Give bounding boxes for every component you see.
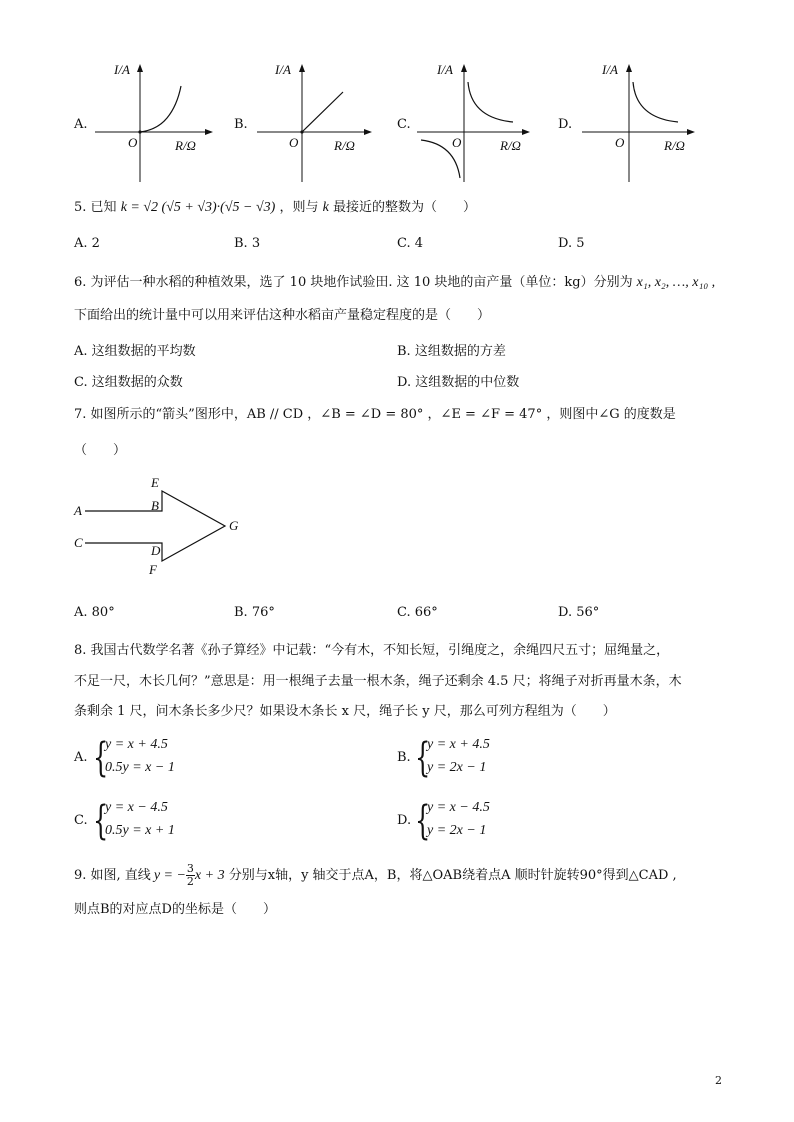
graph-a <box>95 60 215 185</box>
question-8-line-3: 条剩余 1 尺，问木条长多少尺？如果设木条长 x 尺，绳子长 y 尺，那么可列方程组为（ ） <box>74 704 616 719</box>
q5-suffix2: 最接近的整数为（ ） <box>332 200 476 215</box>
label-g: G <box>229 518 239 533</box>
q9-frac-num: 3 <box>186 862 194 875</box>
label-a: A <box>74 503 82 518</box>
q7-option-a: A. 80° <box>74 605 115 620</box>
q8-option-d-eq2: y = 2x − 1 <box>427 823 487 838</box>
q9-fraction <box>186 863 195 888</box>
graph-c-y-label: I/A <box>437 62 453 77</box>
label-d: D <box>151 543 161 558</box>
q8-option-b-eq1: y = x + 4.5 <box>427 737 490 752</box>
graph-b-origin: O <box>289 135 299 150</box>
q6-option-b: B. 这组数据的方差 <box>397 344 506 359</box>
graph-d-x-label: R/Ω <box>664 138 685 153</box>
graph-b-y-label: I/A <box>275 62 291 77</box>
q5-option-d: D. 5 <box>558 236 585 251</box>
q6-line1-text: 6. 为评估一种水稻的种植效果，选了 10 块地作试验田. 这 10 块地的亩产量（单位：kg）分别为 <box>74 275 633 290</box>
q8-option-b-eq2: y = 2x − 1 <box>427 760 487 775</box>
q8-option-c-brace: { <box>93 798 109 844</box>
label-c: C <box>74 535 83 550</box>
q8-option-a-label: A. <box>74 750 88 765</box>
question-6-line-2: 下面给出的统计量中可以用来评估这种水稻亩产量稳定程度的是（ ） <box>74 308 491 323</box>
q8-option-d-label: D. <box>397 813 412 828</box>
q9-mid: 分别与x轴，y 轴交于点A，B，将△OAB绕着点A 顺时针旋转90°得到△CAD , <box>228 868 677 883</box>
graph-d-origin: O <box>615 135 625 150</box>
question-8-line-2: 不足一尺，木长几何？”意思是：用一根绳子去量一根木条，绳子还剩余 4.5 尺；将绳子对折再量木条，木 <box>74 674 682 689</box>
q9-prefix: 9. 如图, 直线 <box>74 868 151 883</box>
graph-c <box>417 60 537 185</box>
question-5 <box>74 198 476 218</box>
graph-a-x-label: R/Ω <box>175 138 196 153</box>
q8-option-c-label: C. <box>74 813 88 828</box>
graph-c-origin: O <box>452 135 462 150</box>
graph-option-c-label: C. <box>397 117 411 132</box>
graph-option-b-label: B. <box>234 117 248 132</box>
q8-option-a-brace: { <box>93 735 109 781</box>
q9-lhs: y = − <box>153 868 186 883</box>
q5-var: k <box>322 200 329 215</box>
q8-option-b-label: B. <box>397 750 411 765</box>
graph-d-y-label: I/A <box>602 62 618 77</box>
graph-option-d-label: D. <box>558 117 573 132</box>
question-9-line-2: 则点B的对应点D的坐标是（ ） <box>74 902 276 917</box>
label-e: E <box>151 475 159 490</box>
q5-option-b: B. 3 <box>234 236 261 251</box>
label-b: B <box>151 498 159 513</box>
q6-vars: x₁, x₂, …, x₁₀ , <box>636 275 716 290</box>
q5-formula: k = √2 (√5 + √3)·(√5 − √3) <box>120 200 276 215</box>
question-7-line-1: 7. 如图所示的“箭头”图形中，AB // CD ，∠B = ∠D = 80° ，∠E = ∠F = 47° ，则图中∠G 的度数是 <box>74 407 676 422</box>
q5-suffix: ，则与 <box>279 200 319 215</box>
graph-option-a-label: A. <box>74 117 88 132</box>
graph-a-origin: O <box>128 135 138 150</box>
q9-rhs: x + 3 <box>194 868 225 883</box>
q5-option-c: C. 4 <box>397 236 424 251</box>
question-9-line-1 <box>74 862 677 890</box>
q7-option-c: C. 66° <box>397 605 438 620</box>
graph-b-x-label: R/Ω <box>334 138 355 153</box>
arrow-figure <box>80 478 250 578</box>
q9-frac-den: 2 <box>186 875 194 888</box>
label-f: F <box>149 562 157 577</box>
q6-option-c: C. 这组数据的众数 <box>74 375 183 390</box>
question-8-line-1: 8. 我国古代数学名著《孙子算经》中记载：“今有木，不知长短，引绳度之，余绳四尺五寸；屈绳量之， <box>74 643 670 658</box>
q5-prefix: 5. 已知 <box>74 200 117 215</box>
q7-option-b: B. 76° <box>234 605 275 620</box>
q8-option-d-eq1: y = x − 4.5 <box>427 800 490 815</box>
question-7-line-2: （ ） <box>74 443 127 458</box>
graph-c-x-label: R/Ω <box>500 138 521 153</box>
q8-option-a-eq2: 0.5y = x − 1 <box>105 760 175 775</box>
graph-d <box>582 60 702 185</box>
q8-option-c-eq1: y = x − 4.5 <box>105 800 168 815</box>
q5-option-a: A. 2 <box>74 236 100 251</box>
page-number: 2 <box>715 1074 722 1087</box>
q8-option-c-eq2: 0.5y = x + 1 <box>105 823 175 838</box>
q8-option-a-eq1: y = x + 4.5 <box>105 737 168 752</box>
q8-option-d-brace: { <box>415 798 431 844</box>
q6-option-d: D. 这组数据的中位数 <box>397 375 520 390</box>
q8-option-b-brace: { <box>415 735 431 781</box>
q7-option-d: D. 56° <box>558 605 600 620</box>
question-6-line-1 <box>74 273 715 293</box>
graph-b <box>257 60 377 185</box>
graph-a-y-label: I/A <box>114 62 130 77</box>
q6-option-a: A. 这组数据的平均数 <box>74 344 196 359</box>
